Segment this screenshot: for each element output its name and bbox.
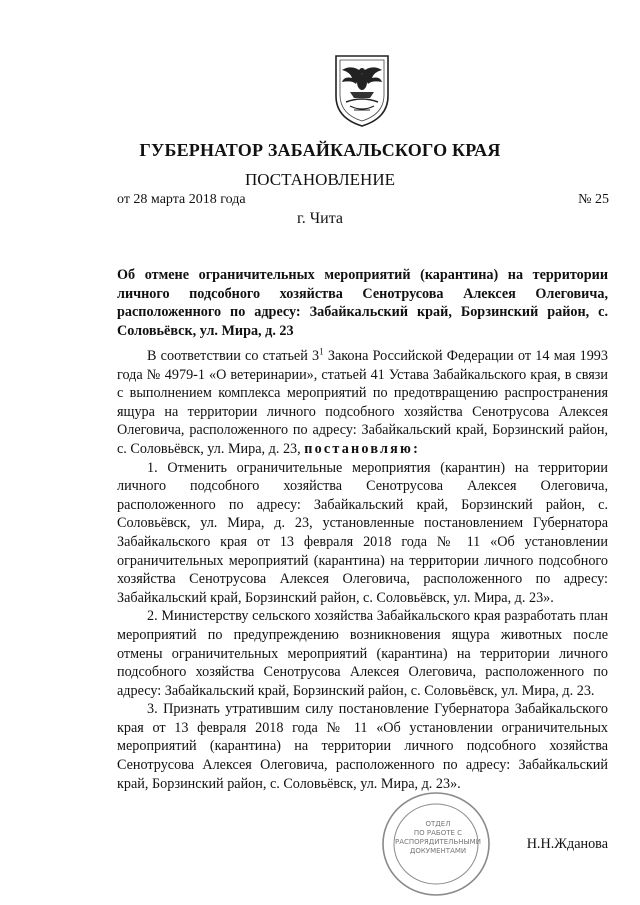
document-city: г. Чита xyxy=(296,210,343,227)
document-number: № 25 xyxy=(578,192,609,207)
coat-of-arms-icon xyxy=(330,50,394,128)
intro-paragraph: В соответствии со статьей $3^1$ Закона Российской Федерации от 14 мая 1993 года № 4979-1 «О ветеринарии», статьей 41 Устава Забайкальского края, в связи с выполнением комплекса мероприятий по предотвращению распространения ящура на территории личного подсобного хозяйства Сенотрусова Алексея Олеговича, расположенного по адресу: Забайкальский край, Борзинский район, с. Соловьёвск, ул. Мира, д. 23, постановляю: xyxy=(117,346,608,457)
paragraph-2: 2. Министерству сельского хозяйства Забайкальского края разработать план мероприятий по предупреждению возникновения ящура животных после отмены ограничительных мероприятий (карантина) на территории личного подсобного хозяйства Сенотрусова Алексея Олеговича, расположенного по адресу: Забайкальский край, Борзинский район, с. Соловьёвск, ул. Мира, д. 23. xyxy=(117,608,608,699)
document-date: от 28 марта 2018 года xyxy=(117,192,246,207)
stamp-line-4: ДОКУМЕНТАМИ xyxy=(409,847,467,855)
signature-name: Н.Н.Жданова xyxy=(526,836,608,852)
resolve-word: постановляю: xyxy=(304,440,421,457)
document-body xyxy=(117,347,608,793)
paragraph-3: 3. Признать утратившим силу постановление Губернатора Забайкальского края от 13 февраля 2018 года № 11 «Об установлении ограничительных мероприятий (карантина) на территории личного подсобного хозяйства Сенотрусова Алексея Олеговича, расположенного по адресу: Забайкальский край, Борзинский район, с. Соловьёвск, ул. Мира, д. 23». xyxy=(117,701,608,792)
document-title: Об отмене ограничительных мероприятий (карантина) на территории личного подсобного хозяйства Сенотрусова Алексея Олеговича, расположенного по адресу: Забайкальский край, Борзинский район, с. Соловьёвск, ул. Мира, д. 23 xyxy=(117,267,608,340)
stamp-line-1: ОТДЕЛ xyxy=(425,820,451,828)
stamp-line-3: РАСПОРЯДИТЕЛЬНЫМИ xyxy=(395,838,481,846)
document-type: ПОСТАНОВЛЕНИЕ xyxy=(244,170,395,189)
paragraph-1: 1. Отменить ограничительные мероприятия (карантин) на территории личного подсобного хозяйства Сенотрусова Алексея Олеговича, расположенного по адресу: Забайкальский край, Борзинский район, с. Соловьёвск, ул. Мира, д. 23, установленные постановлением Губернатора Забайкальского края от 13 февраля 2018 года № 11 «Об установлении ограничительных мероприятий (карантина) на территории личного подсобного хозяйства Сенотрусова Алексея Олеговича, расположенного по адресу: Забайкальский край, Борзинский район, с. Соловьёвск, ул. Мира, д. 23». xyxy=(117,459,608,606)
governor-heading: ГУБЕРНАТОР ЗАБАЙКАЛЬСКОГО КРАЯ xyxy=(139,140,501,160)
office-seal-icon xyxy=(380,790,492,898)
stamp-line-2: ПО РАБОТЕ С xyxy=(413,829,463,837)
